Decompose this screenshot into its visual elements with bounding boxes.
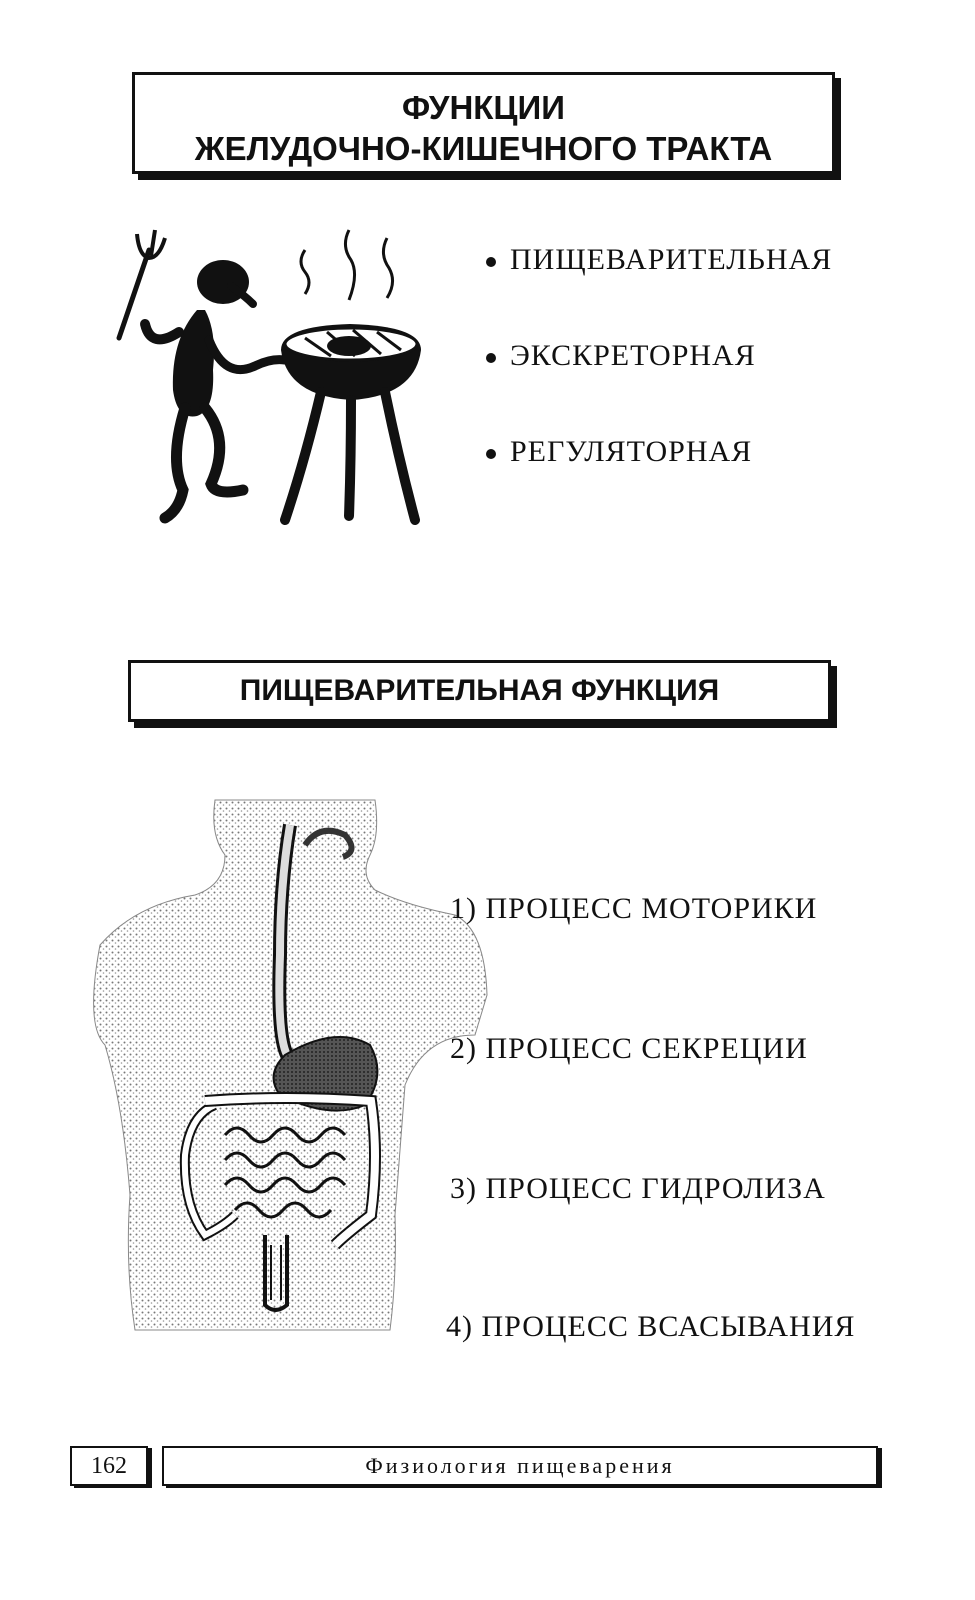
- functions-list: [486, 238, 832, 526]
- page-number: 162: [70, 1446, 148, 1486]
- digestive-tract-icon: [75, 795, 495, 1340]
- process-item: 4) ПРОЦЕСС ВСАСЫВАНИЯ: [446, 1310, 856, 1343]
- functions-title-box: [132, 72, 835, 174]
- function-label: ПИЩЕВАРИТЕЛЬНАЯ: [510, 243, 833, 276]
- functions-title-line1: ФУНКЦИИ: [402, 89, 565, 126]
- bullet-icon: [486, 449, 496, 459]
- function-label: РЕГУЛЯТОРНАЯ: [510, 435, 753, 468]
- footer-book-title: Физиология пищеварения: [162, 1446, 878, 1486]
- function-item: [486, 334, 832, 430]
- devil-grill-icon: [105, 220, 435, 540]
- process-item: 3) ПРОЦЕСС ГИДРОЛИЗА: [450, 1172, 826, 1205]
- function-item: [486, 430, 832, 526]
- bullet-icon: [486, 353, 496, 363]
- digestive-function-title: ПИЩЕВАРИТЕЛЬНАЯ ФУНКЦИЯ: [239, 674, 720, 707]
- function-item: [486, 238, 832, 334]
- function-label: ЭКСКРЕТОРНАЯ: [510, 339, 756, 372]
- process-item: 2) ПРОЦЕСС СЕКРЕЦИИ: [450, 1032, 808, 1065]
- functions-title-line2: ЖЕЛУДОЧНО-КИШЕЧНОГО ТРАКТА: [194, 130, 773, 167]
- digestive-function-title-box: [128, 660, 831, 722]
- process-item: 1) ПРОЦЕСС МОТОРИКИ: [450, 892, 818, 925]
- bullet-icon: [486, 257, 496, 267]
